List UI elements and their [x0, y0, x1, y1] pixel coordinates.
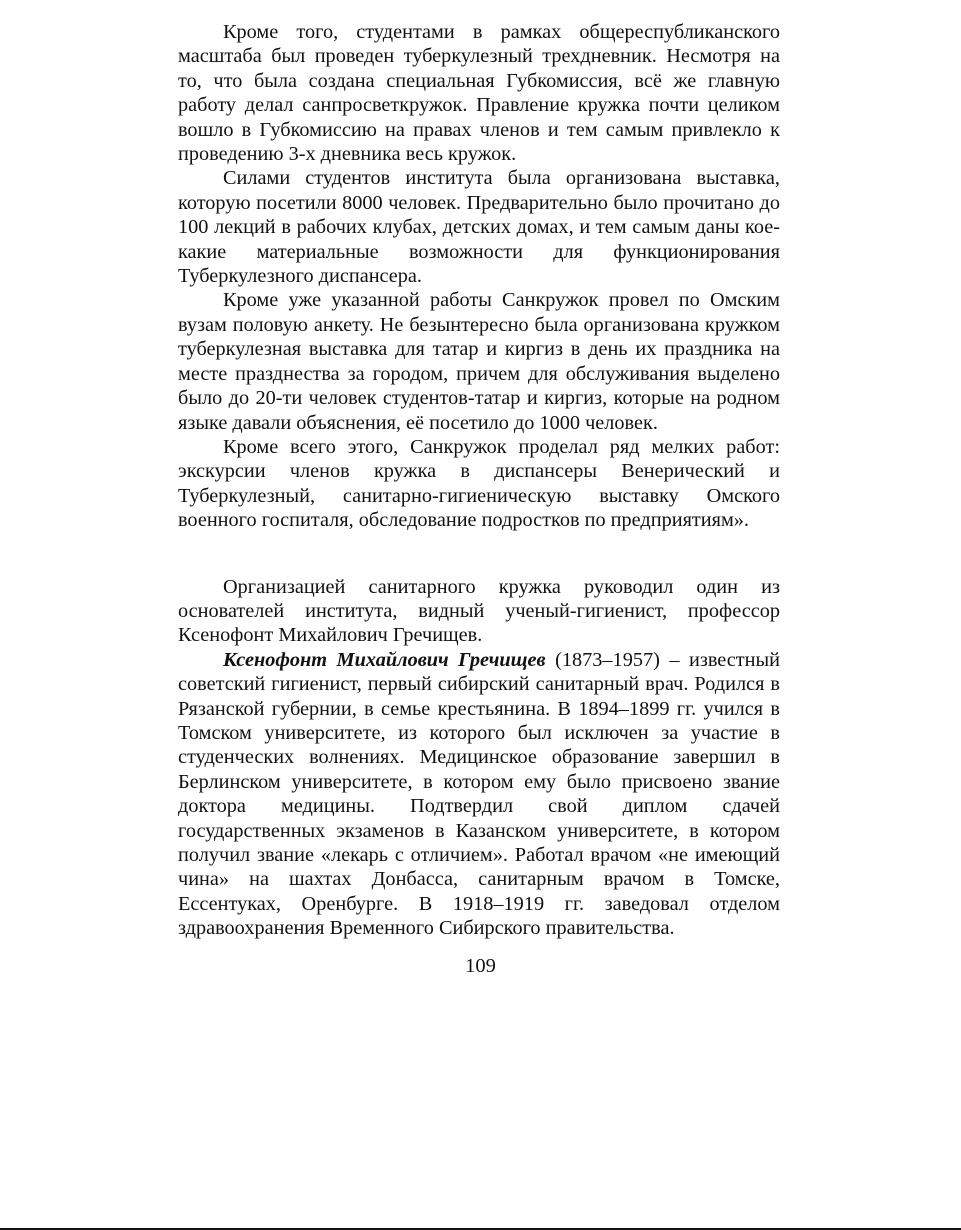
paragraph-biography	[178, 648, 780, 941]
paragraph-exhibition: Силами студентов института была организована выставка, которую посетили 8000 человек. Предварительно было прочитано до 100 лекций в рабочих клубах, детских домах, и тем самым даны кое-какие материальные возможности для функционирования Туберкулезного диспансера.	[178, 167, 780, 288]
page-body	[178, 20, 780, 941]
paragraph-leader: Организацией санитарного кружка руководил один из основателей института, видный ученый-гигиенист, профессор Ксенофонт Михайлович Гречищев.	[178, 575, 780, 647]
paragraph-trekhdnevnik: Кроме того, студентами в рамках общереспубликанского масштаба был проведен туберкулезный трехдневник. Несмотря на то, что была создана специальная Губкомиссия, всё же главную работу делал санпросветкружок. Правление кружка почти целиком вошло в Губкомиссию на правах членов и тем самым привлекло к проведению 3-х дневника весь кружок.	[178, 21, 780, 166]
biography-text: (1873–1957) – известный советский гигиенист, первый сибирский санитарный врач. Родился в Рязанской губернии, в семье крестьянина. В 1894–1899 гг. учился в Томском университете, из которого был исключен за участие в студенческих волнениях. Медицинское образование завершил в Берлинском университете, в котором ему было присвоено звание доктора медицины. Подтвердил свой диплом сдачей государственных экзаменов в Казанском университете, в котором получил звание «лекарь с отличием». Работал врачом «не имеющий чина» на шахтах Донбасса, санитарным врачом в Томске, Ессентуках, Оренбурге. В 1918–1919 гг. заведовал отделом здравоохранения Временного Сибирского правительства.	[178, 648, 780, 940]
page-number: 109	[465, 955, 496, 977]
biography-name: Ксенофонт Михайлович Гречищев	[223, 648, 546, 671]
paragraph-survey: Кроме уже указанной работы Санкружок провел по Омским вузам половую анкету. Не безынтересно была организована кружком туберкулезная выставка для татар и киргиз в день их праздника на месте празднества за городом, причем для обслуживания выделено было до 20-ти человек студентов-татар и киргиз, которые на родном языке давали объяснения, её посетило до 1000 человек.	[178, 289, 780, 434]
paragraph-small-works: Кроме всего этого, Санкружок проделал ряд мелких работ: экскурсии членов кружка в диспансеры Венерический и Туберкулезный, санитарно-гигиеническую выставку Омского военного госпиталя, обследование подростков по предприятиям».	[178, 435, 780, 532]
